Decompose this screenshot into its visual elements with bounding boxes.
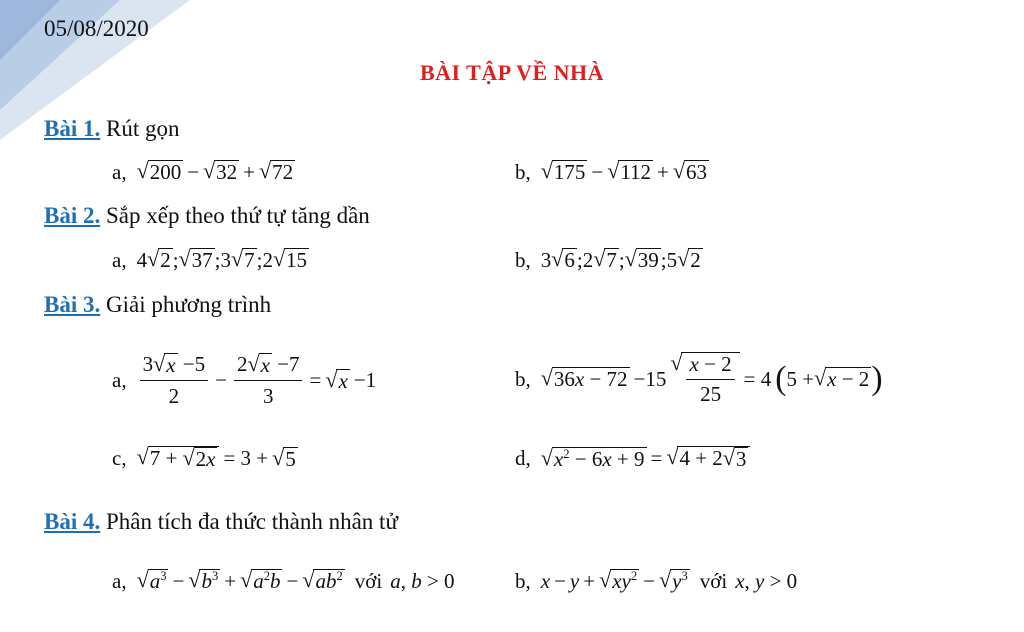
date-text: 05/08/2020: [44, 16, 149, 41]
section-4-heading: [44, 509, 398, 535]
problem-4b: b, x − y + √ $xy^2$ − √ $y^3$ với x, y > 0: [515, 567, 798, 594]
problem-3c: c, √ 7 + √ 2x = 3 + √ 5: [112, 444, 296, 471]
problem-3b: b, √ 36x − 72 −15 √ $\frac{x - 2}{25}$ = 4 ( 5 + √ x − 2 ): [515, 350, 883, 407]
problem-2b: b, 3 √ 6 ; 2 √ 7 ; √ 39 ; 5 √ 2: [515, 246, 701, 273]
section-3-text: Giải phương trình: [105, 292, 272, 317]
section-3-label: Bài 3.: [44, 292, 101, 317]
section-1-text: Rút gọn: [105, 116, 180, 141]
with-word-1: với: [354, 569, 383, 593]
problem-1a: a, √ 200 − √ 32 + √ 72: [112, 158, 294, 185]
problem-3d: d, √ $x^2 - 6x + 9$ = √ 4 + 2 √ 3: [515, 446, 750, 471]
fraction-1: 3 √ x −5 2: [140, 352, 209, 409]
problem-4a-label: a,: [112, 569, 127, 593]
sqrt-200: √ 200: [136, 158, 182, 185]
problem-3a: a, 3 √ x −5 2 − 2 √ x −7 3 = √ x −1: [112, 351, 377, 409]
problem-2a: a, 4 √ 2 ; √ 37 ; 3 √ 7 ; 2 √ 15: [112, 246, 308, 273]
problem-1a-label: a,: [112, 160, 127, 184]
sqrt-63: √ 63: [672, 158, 707, 185]
page-title: BÀI TẬP VỀ NHÀ: [419, 60, 605, 85]
problem-3a-label: a,: [112, 368, 127, 393]
problem-2a-label: a,: [112, 248, 127, 272]
problem-3b-label: b,: [515, 366, 531, 391]
section-1-heading: [44, 116, 179, 142]
with-word-2: với: [699, 569, 728, 593]
problem-3c-label: c,: [112, 446, 127, 471]
section-2-text: Sắp xếp theo thứ tự tăng dần: [105, 203, 370, 228]
problem-3d-label: d,: [515, 446, 531, 471]
sqrt-72: √ 72: [258, 158, 294, 185]
problem-2b-label: b,: [515, 248, 531, 272]
sqrt-112: √ 112: [607, 158, 652, 185]
problem-4a: a, √ $a^3$ − √ $b^3$ + √ $a^2b$ − √ $ab^2$ với a, b > 0: [112, 567, 455, 594]
section-1-label: Bài 1.: [44, 116, 101, 141]
problem-4b-label: b,: [515, 569, 531, 593]
section-2-heading: [44, 203, 370, 229]
sqrt-32: √ 32: [203, 158, 238, 185]
problem-1b: b, √ 175 − √ 112 + √ 63: [515, 158, 707, 185]
problem-1b-label: b,: [515, 160, 531, 184]
sqrt-175: √ 175: [540, 158, 586, 185]
section-4-label: Bài 4.: [44, 509, 101, 534]
fraction-2: 2 √ x −7 3: [234, 352, 303, 409]
section-3-heading: [44, 292, 271, 318]
section-4-text: Phân tích đa thức thành nhân tử: [105, 509, 398, 534]
section-2-label: Bài 2.: [44, 203, 101, 228]
